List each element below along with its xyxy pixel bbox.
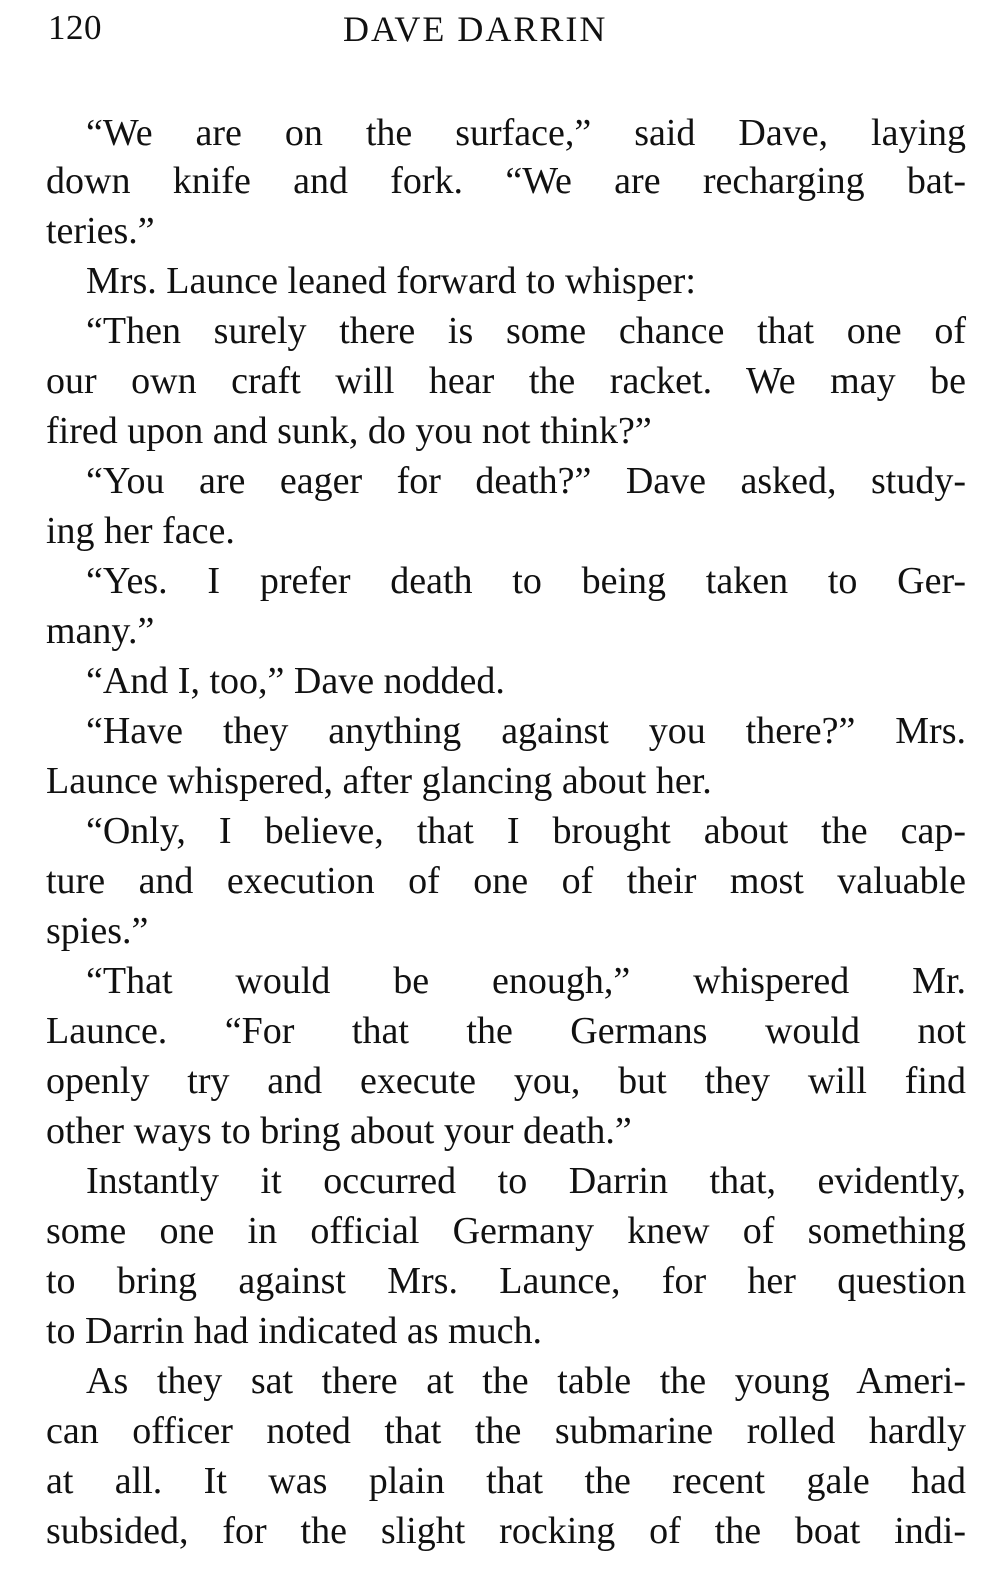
text-line: other ways to bring about your death.” xyxy=(46,1110,632,1152)
text-line: “Have they anything against you there?” Mrs. xyxy=(86,710,966,752)
text-line: “We are on the surface,” said Dave, laying xyxy=(86,112,966,154)
text-line: ture and execution of one of their most valuable xyxy=(46,860,966,902)
text-line: subsided, for the slight rocking of the boat indi- xyxy=(46,1510,966,1552)
page-header xyxy=(48,8,958,58)
running-head: DAVE DARRIN xyxy=(343,9,608,49)
text-line: to Darrin had indicated as much. xyxy=(46,1310,542,1352)
text-line: “Yes. I prefer death to being taken to Ger- xyxy=(86,560,966,602)
text-line: teries.” xyxy=(46,210,155,252)
text-line: some one in official Germany knew of something xyxy=(46,1210,966,1252)
text-line: ing her face. xyxy=(46,510,235,552)
text-line: “You are eager for death?” Dave asked, study- xyxy=(86,460,966,502)
text-line: Instantly it occurred to Darrin that, evidently, xyxy=(86,1160,966,1202)
text-line: As they sat there at the table the young Ameri- xyxy=(86,1360,966,1402)
text-line: openly try and execute you, but they will find xyxy=(46,1060,966,1102)
text-line: “And I, too,” Dave nodded. xyxy=(86,660,505,702)
text-line: down knife and fork. “We are recharging bat- xyxy=(46,160,966,202)
text-line: Launce whispered, after glancing about her. xyxy=(46,760,712,802)
text-line: “Then surely there is some chance that one of xyxy=(86,310,966,352)
text-line: “That would be enough,” whispered Mr. xyxy=(86,960,966,1002)
text-line: spies.” xyxy=(46,910,149,952)
text-line: to bring against Mrs. Launce, for her question xyxy=(46,1260,966,1302)
text-line: Mrs. Launce leaned forward to whisper: xyxy=(86,260,696,302)
text-line: our own craft will hear the racket. We may be xyxy=(46,360,966,402)
text-line: “Only, I believe, that I brought about the cap- xyxy=(86,810,966,852)
text-line: fired upon and sunk, do you not think?” xyxy=(46,410,652,452)
text-line: can officer noted that the submarine rolled hardly xyxy=(46,1410,966,1452)
text-line: at all. It was plain that the recent gale had xyxy=(46,1460,966,1502)
page-number: 120 xyxy=(48,8,102,47)
text-line: many.” xyxy=(46,610,155,652)
text-line: Launce. “For that the Germans would not xyxy=(46,1010,966,1052)
